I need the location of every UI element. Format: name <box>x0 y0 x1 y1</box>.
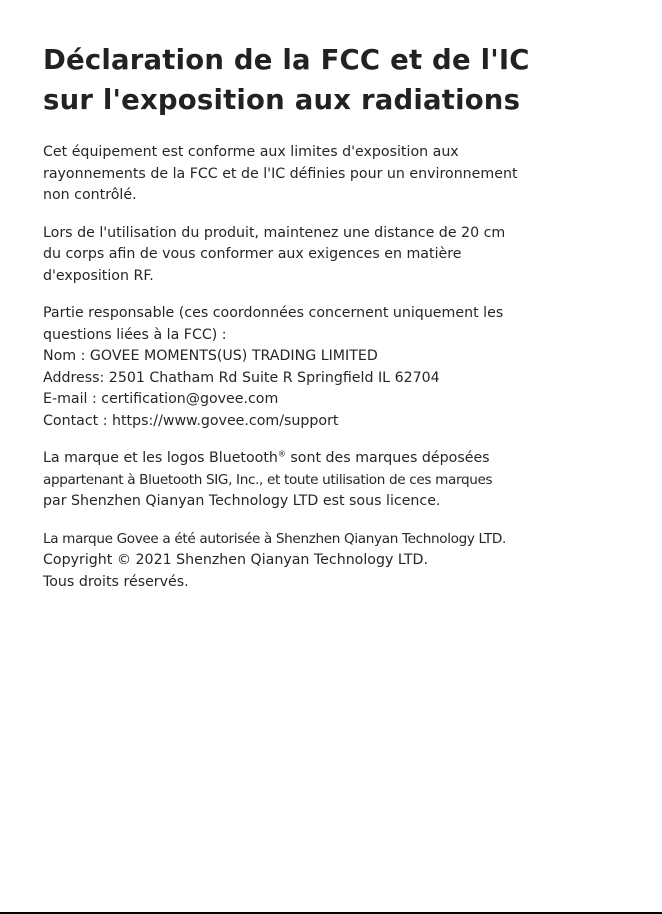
title-line-2: sur l'exposition aux radiations <box>43 84 521 116</box>
text-line: rayonnements de la FCC et de l'IC définies pour un environnement <box>43 165 518 182</box>
text-line: par Shenzhen Qianyan Technology LTD est sous licence. <box>43 493 441 509</box>
copyright-paragraph <box>43 529 622 594</box>
company-address: Address: 2501 Chatham Rd Suite R Springfield IL 62704 <box>43 369 440 386</box>
text-line: questions liées à la FCC) : <box>43 326 227 343</box>
company-email: E-mail : certification@govee.com <box>43 391 279 407</box>
text-line: appartenant à Bluetooth SIG, Inc., et toute utilisation de ces marques <box>43 471 493 488</box>
copyright-line: Copyright © 2021 Shenzhen Qianyan Technology LTD. <box>43 552 428 568</box>
responsible-party-paragraph <box>43 303 622 432</box>
text-line: d'exposition RF. <box>43 267 154 284</box>
text-line: Cet équipement est conforme aux limites d'exposition aux <box>43 144 459 160</box>
exposure-compliance-paragraph <box>43 142 622 207</box>
company-name: Nom : GOVEE MOMENTS(US) TRADING LIMITED <box>43 348 378 364</box>
text-line <box>43 448 622 470</box>
text-line: du corps afin de vous conformer aux exigences en matière <box>43 246 462 262</box>
page-title <box>43 40 622 120</box>
text-line: Lors de l'utilisation du produit, maintenez une distance de 20 cm <box>43 224 506 241</box>
text-line: non contrôlé. <box>43 187 137 203</box>
text-line: La marque Govee a été autorisée à Shenzhen Qianyan Technology LTD. <box>43 530 506 547</box>
rights-reserved-line: Tous droits réservés. <box>43 573 189 590</box>
distance-paragraph <box>43 223 622 288</box>
title-line-1: Déclaration de la FCC et de l'IC <box>43 44 530 76</box>
bluetooth-trademark-paragraph <box>43 448 622 513</box>
registered-mark: ® <box>277 449 286 459</box>
company-contact-url: Contact : https://www.govee.com/support <box>43 412 339 429</box>
text-fragment: sont des marques déposées <box>285 450 490 466</box>
text-fragment: La marque et les logos Bluetooth <box>43 450 278 466</box>
text-line: Partie responsable (ces coordonnées concernent uniquement les <box>43 305 504 321</box>
